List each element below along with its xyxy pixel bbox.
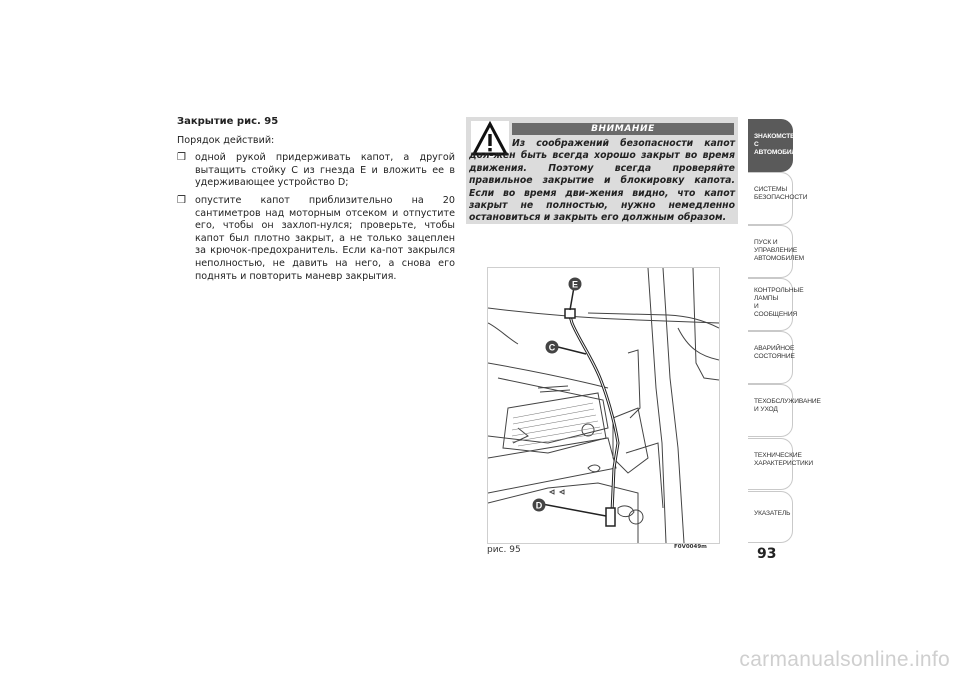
warning-text: Из соображений безопасности капот дол-жен быть всегда хорошо закрыт во время движения. Поэтому всегда проверяйте правильное закрытие и блокировку капота. Если во время дви-жения видно, что капот закрыт не полностью, нужно немедленно остановиться и закрыть его должным образом. [469,138,735,224]
figure-caption: рис. 95 [487,545,521,555]
tab-pusk-i-upravlenie[interactable]: ПУСК И УПРАВЛЕНИЕ АВТОМОБИЛЕМ [748,225,793,278]
checkbox-bullet-icon: ❒ [177,152,186,164]
tab-sistemy-bezopasnosti[interactable]: СИСТЕМЫ БЕЗОПАСНОСТИ [748,172,793,225]
tab-ukazatel[interactable]: УКАЗАТЕЛЬ [748,491,793,544]
label-c: C [548,342,556,353]
checkbox-bullet-icon: ❒ [177,194,186,206]
engine-bay-illustration [488,268,719,543]
procedure-subheading: Порядок действий: [177,134,275,146]
warning-title: ВНИМАНИЕ [512,123,734,135]
list-item [177,195,455,283]
hood-prop-figure [487,267,720,544]
list-item [177,152,455,190]
tab-tehobsluzhivanie[interactable]: ТЕХОБСЛУЖИВАНИЕ И УХОД [748,384,793,437]
watermark: carmanualsonline.info [739,648,950,671]
label-e: E [571,279,579,290]
chapter-tabs [748,119,821,544]
figure-code: F0V0049m [674,544,707,550]
tab-avariynoe-sostoyanie[interactable]: АВАРИЙНОЕ СОСТОЯНИЕ [748,331,793,384]
list-item-text: одной рукой придерживать капот, а другой вытащить стойку C из гнезда E и вложить ее в удерживающее устройство D; [195,152,455,189]
page-number: 93 [757,546,777,562]
label-d: D [535,500,543,511]
tab-znakomstvo[interactable]: ЗНАКОМСТВО С АВТОМОБИЛЕМ [748,119,793,172]
tab-kontrolnye-lampy[interactable]: КОНТРОЛЬНЫЕ ЛАМПЫ И СООБЩЕНИЯ [748,278,793,331]
left-column [177,116,455,288]
warning-box [466,117,738,224]
procedure-list [177,152,455,283]
tab-tehnicheskie-harakteristiki[interactable]: ТЕХНИЧЕСКИЕ ХАРАКТЕРИСТИКИ [748,438,793,491]
list-item-text: опустите капот приблизительно на 20 сантиметров над моторным отсеком и отпустите его, чтобы он захлоп-нулся; проверьте, чтобы капот был плотно закрыт, а не только зацеплен за крючок-предохранитель. Если ка-пот закрылся неполностью, не давить на него, а снова его поднять и повторить маневр закрытия. [195,194,455,282]
section-heading: Закрытие рис. 95 [177,116,279,127]
